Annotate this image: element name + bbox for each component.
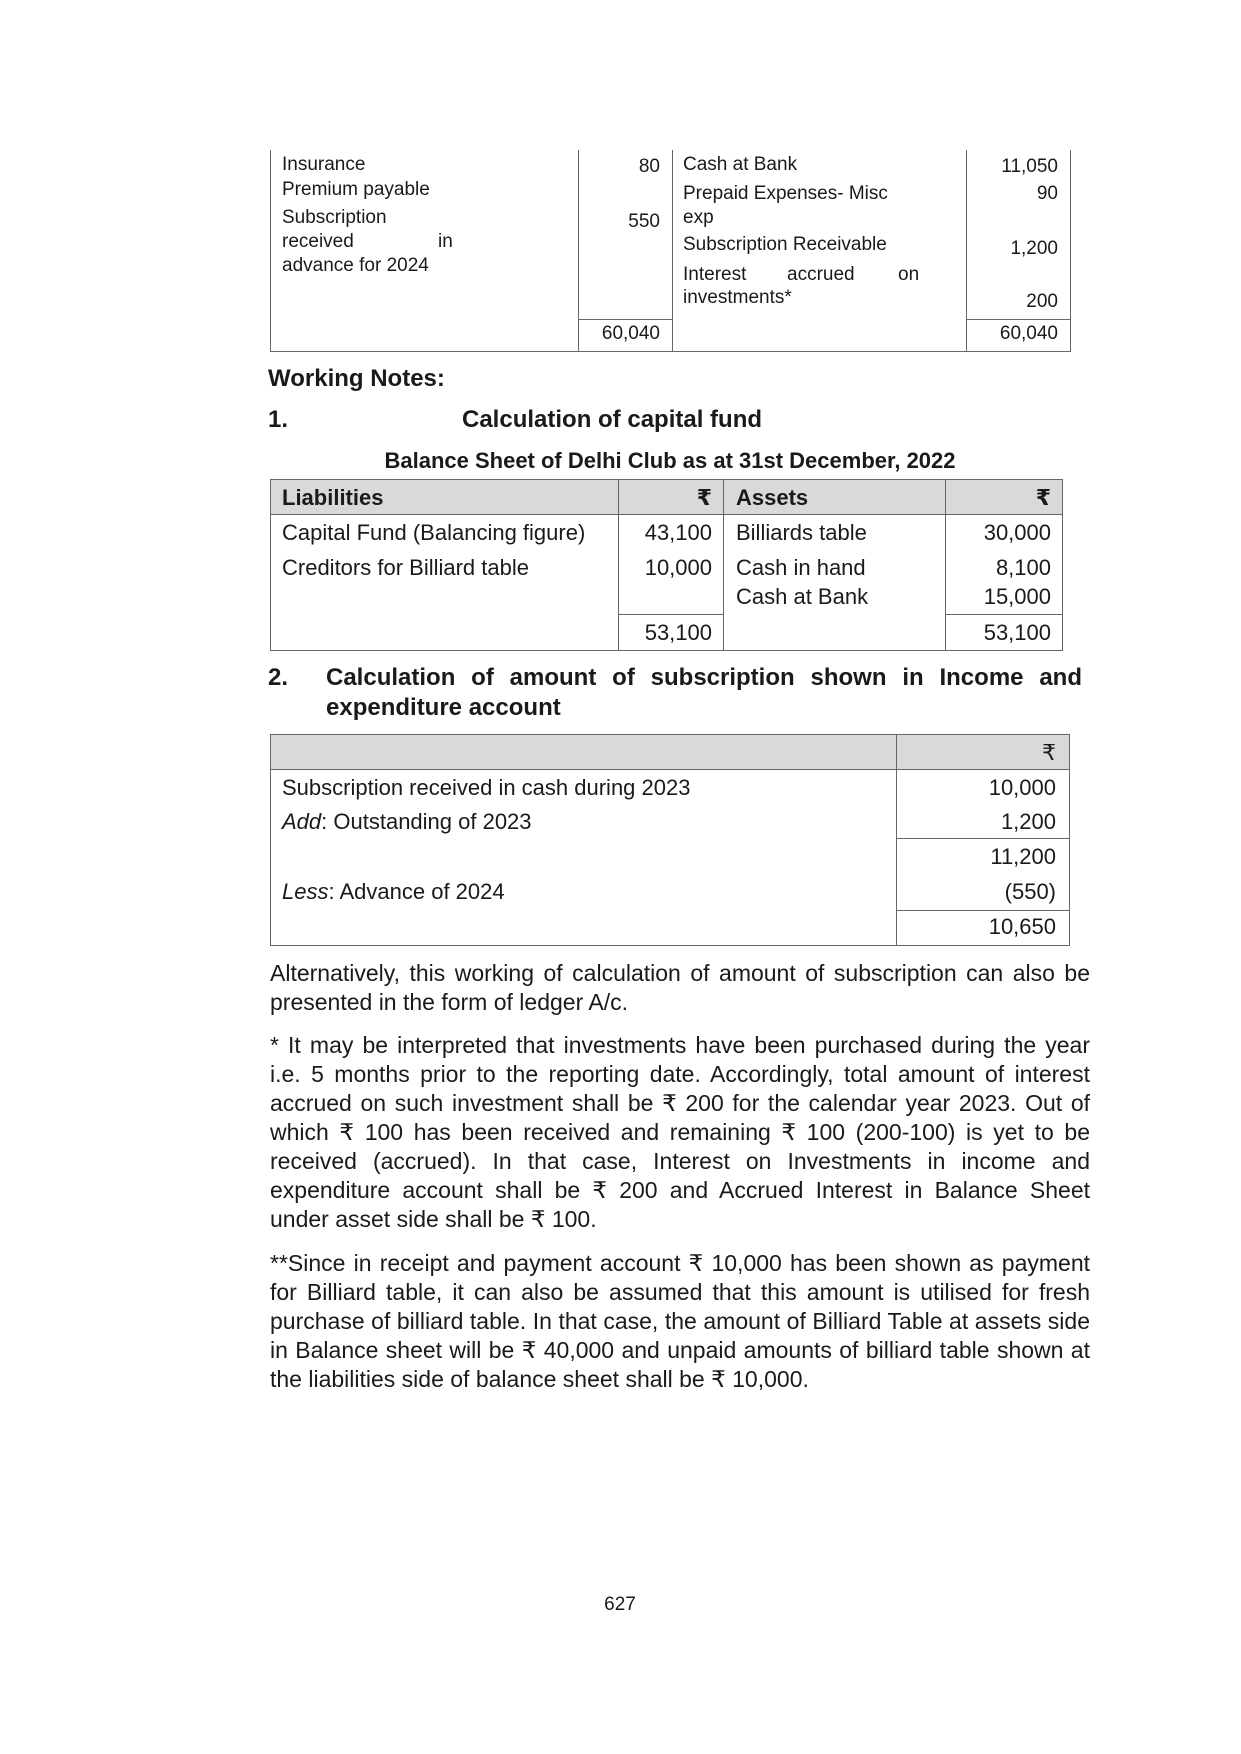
right-item: accrued bbox=[787, 264, 855, 285]
left-item: Subscription bbox=[282, 207, 387, 228]
header-rupee: ₹ bbox=[696, 485, 712, 510]
note-title: Calculation of amount of subscription shown in Income and bbox=[326, 664, 1082, 691]
asset-amount: 30,000 bbox=[983, 520, 1051, 545]
advance-amount: (550) bbox=[1004, 879, 1056, 904]
page-number: 627 bbox=[604, 1594, 636, 1615]
subscription-label: Subscription received in cash during 2023 bbox=[282, 775, 691, 800]
asset-label: Billiards table bbox=[736, 520, 867, 545]
right-item: Subscription Receivable bbox=[683, 234, 887, 255]
liability-label: Capital Fund (Balancing figure) bbox=[282, 520, 586, 545]
note-number: 1. bbox=[268, 406, 289, 433]
paragraph-billiard-note: **Since in receipt and payment account ₹ 10,000 has been shown as payment for Billiard table, it can also be assumed that this amount is utilised for fresh purchase of billiard table. In that case, the amount of Billiard Table at assets side in Balance sheet will be ₹ 40,000 and unpaid amounts of billiard table shown at the liabilities side of balance sheet shall be ₹ 10,000. bbox=[270, 1250, 1090, 1392]
right-item: Interest bbox=[683, 264, 747, 285]
liability-amount: 43,100 bbox=[644, 520, 712, 545]
left-item: Premium payable bbox=[282, 179, 430, 200]
note-title: expenditure account bbox=[326, 694, 561, 721]
asset-amount: 8,100 bbox=[995, 555, 1051, 580]
header-assets: Assets bbox=[736, 485, 809, 510]
asset-label: Cash at Bank bbox=[736, 584, 869, 609]
right-item: investments* bbox=[683, 287, 792, 308]
left-item: received bbox=[282, 231, 354, 252]
advance-label: : Advance of 2024 bbox=[328, 879, 505, 904]
total-amount: 10,650 bbox=[988, 914, 1056, 939]
paragraph-alternative: Alternatively, this working of calculation of amount of subscription can also be presented in the form of ledger A/c. bbox=[270, 960, 1090, 1015]
right-total: 60,040 bbox=[999, 323, 1058, 344]
asset-amount: 15,000 bbox=[983, 584, 1051, 609]
outstanding-label: : Outstanding of 2023 bbox=[321, 809, 532, 834]
left-amount: 550 bbox=[628, 211, 660, 232]
liabilities-total: 53,100 bbox=[644, 620, 712, 645]
right-item: Cash at Bank bbox=[683, 154, 798, 175]
header-rupee: ₹ bbox=[1035, 485, 1051, 510]
right-item: exp bbox=[683, 207, 714, 228]
left-total: 60,040 bbox=[601, 323, 660, 344]
header-rupee: ₹ bbox=[1042, 740, 1056, 765]
paragraph-interest-note: * It may be interpreted that investments have been purchased during the year i.e. 5 months prior to the reporting date. Accordingly, total amount of interest accrued on such investment shall be ₹ 200 for the calendar year 2023. Out of which ₹ 100 has been received and remaining ₹ 100 (200-100) is yet to be received (accrued). In that case, Interest on Investments in income and expenditure account shall be ₹ 200 and Accrued Interest in Balance Sheet under asset side shall be ₹ 100. bbox=[270, 1032, 1090, 1232]
right-item: on bbox=[898, 264, 920, 285]
asset-label: Cash in hand bbox=[736, 555, 866, 580]
left-amount: 80 bbox=[638, 156, 660, 177]
liability-amount: 10,000 bbox=[644, 555, 712, 580]
balance-sheet-title: Balance Sheet of Delhi Club as at 31st December, 2022 bbox=[384, 448, 956, 473]
add-prefix: Add bbox=[282, 809, 322, 834]
left-item: in bbox=[438, 231, 453, 252]
right-amount: 1,200 bbox=[1010, 238, 1058, 259]
left-item: advance for 2024 bbox=[282, 255, 429, 276]
subscription-amount: 10,000 bbox=[988, 775, 1056, 800]
header-liabilities: Liabilities bbox=[282, 485, 384, 510]
note-title: Calculation of capital fund bbox=[462, 406, 763, 433]
left-item: Insurance bbox=[282, 154, 366, 175]
less-prefix: Less bbox=[282, 879, 329, 904]
right-amount: 11,050 bbox=[1001, 156, 1058, 177]
liability-label: Creditors for Billiard table bbox=[282, 555, 529, 580]
right-item: Prepaid Expenses- Misc bbox=[683, 183, 888, 204]
right-amount: 200 bbox=[1026, 291, 1058, 312]
outstanding-amount: 1,200 bbox=[1000, 809, 1056, 834]
subtotal-amount: 11,200 bbox=[990, 844, 1056, 869]
right-amount: 90 bbox=[1036, 183, 1058, 204]
assets-total: 53,100 bbox=[983, 620, 1051, 645]
note-number: 2. bbox=[268, 664, 289, 691]
working-notes-heading: Working Notes: bbox=[268, 365, 445, 392]
